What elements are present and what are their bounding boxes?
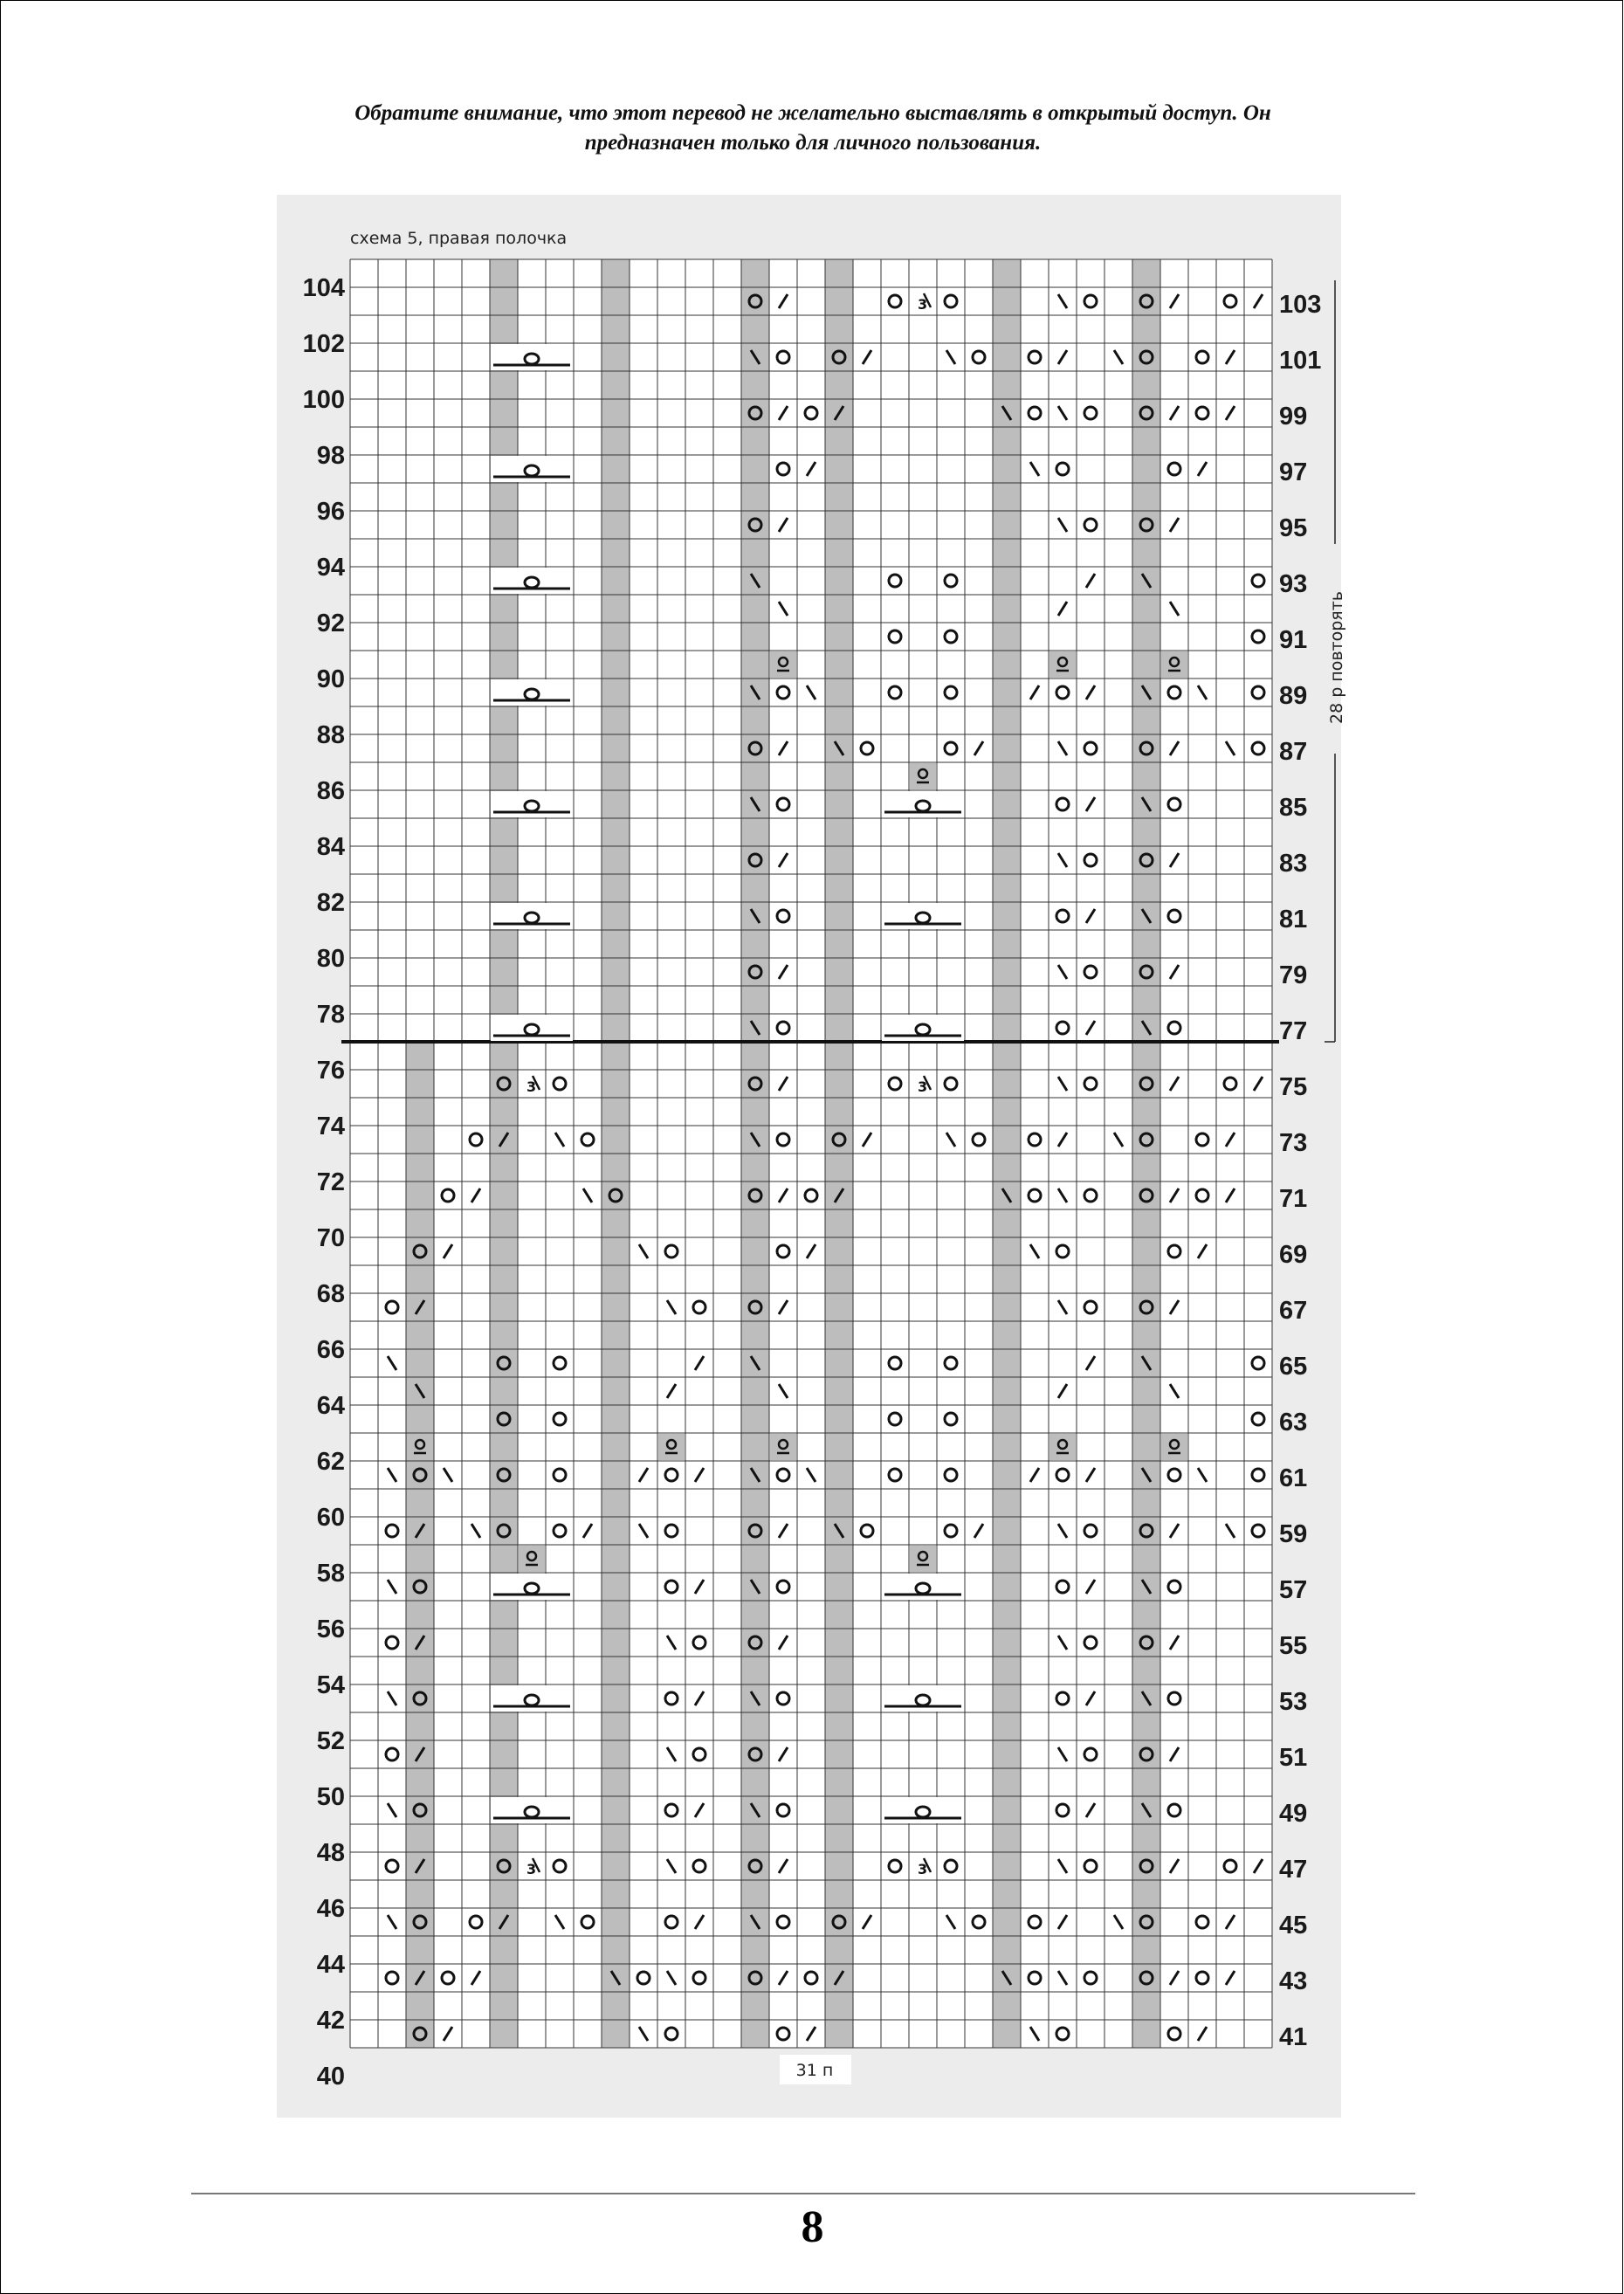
page-number: 8	[801, 2202, 824, 2252]
row-number-left: 86	[316, 777, 345, 805]
row-number-left: 44	[316, 1951, 345, 1979]
stitch-count-label: 31 п	[795, 2061, 834, 2080]
row-number-right: 77	[1279, 1017, 1308, 1045]
twisted-stitch-cell	[519, 1546, 545, 1572]
row-number-left: 84	[316, 833, 345, 861]
row-number-right: 91	[1279, 626, 1308, 654]
row-number-left: 58	[316, 1560, 345, 1588]
row-number-left: 76	[316, 1057, 345, 1085]
row-number-left: 88	[316, 721, 345, 749]
row-number-right: 89	[1279, 682, 1308, 710]
row-number-right: 73	[1279, 1129, 1308, 1157]
row-number-right: 65	[1279, 1353, 1308, 1381]
row-number-right: 61	[1279, 1464, 1308, 1492]
row-number-right: 67	[1279, 1297, 1308, 1325]
row-number-left: 56	[316, 1615, 345, 1643]
three-together-symbol: 3	[918, 296, 928, 313]
row-number-right: 93	[1279, 570, 1308, 598]
row-number-right: 63	[1279, 1409, 1308, 1436]
row-number-left: 80	[316, 945, 345, 973]
knitting-chart	[277, 195, 1346, 2118]
row-number-right: 95	[1279, 514, 1308, 542]
row-number-left: 60	[316, 1504, 345, 1532]
three-together-symbol: 3	[526, 1861, 537, 1877]
row-number-right: 87	[1279, 738, 1308, 766]
row-number-right: 55	[1279, 1632, 1308, 1660]
row-number-left: 42	[316, 2007, 345, 2035]
row-number-left: 74	[316, 1113, 345, 1140]
row-number-left: 50	[316, 1783, 345, 1811]
notice-line-1: Обратите внимание, что этот перевод не желательно выставлять в открытый доступ. Он	[354, 101, 1271, 125]
three-together-symbol: 3	[918, 1078, 928, 1095]
row-number-right: 97	[1279, 458, 1308, 486]
row-number-right: 41	[1279, 2023, 1308, 2051]
three-together-symbol: 3	[526, 1078, 537, 1095]
row-number-right: 51	[1279, 1744, 1308, 1772]
row-number-right: 103	[1279, 291, 1322, 319]
row-number-left: 94	[316, 554, 345, 582]
row-number-left: 100	[302, 386, 345, 414]
row-number-left: 90	[316, 665, 345, 693]
row-number-right: 83	[1279, 850, 1308, 878]
twisted-stitch-cell	[1161, 651, 1187, 678]
row-number-right: 75	[1279, 1073, 1308, 1101]
row-number-left: 102	[302, 330, 345, 358]
row-number-left: 48	[316, 1839, 345, 1867]
row-number-right: 79	[1279, 961, 1308, 989]
notice-line-2: предназначен только для личного пользования.	[584, 131, 1042, 155]
knitting-chart-panel	[277, 195, 1346, 2118]
row-number-right: 53	[1279, 1688, 1308, 1716]
row-number-left: 62	[316, 1448, 345, 1476]
row-number-right: 57	[1279, 1576, 1308, 1604]
row-number-left: 104	[302, 274, 345, 302]
repeat-label: 28 р повторять	[1327, 590, 1346, 725]
twisted-stitch-cell	[770, 651, 796, 678]
row-number-right: 59	[1279, 1520, 1308, 1548]
row-number-left: 68	[316, 1280, 345, 1308]
twisted-stitch-cell	[910, 763, 936, 789]
row-number-right: 85	[1279, 794, 1308, 822]
three-together-symbol: 3	[918, 1861, 928, 1877]
twisted-stitch-cell	[1049, 651, 1076, 678]
row-number-right: 71	[1279, 1185, 1308, 1213]
row-number-left: 92	[316, 610, 345, 637]
row-number-left: 82	[316, 889, 345, 917]
twisted-stitch-cell	[407, 1434, 433, 1460]
twisted-stitch-cell	[1049, 1434, 1076, 1460]
row-number-left: 40	[316, 2063, 345, 2091]
row-number-right: 49	[1279, 1800, 1308, 1828]
row-number-right: 81	[1279, 906, 1308, 933]
row-number-right: 69	[1279, 1241, 1308, 1269]
row-number-left: 70	[316, 1224, 345, 1252]
row-number-right: 99	[1279, 403, 1308, 431]
notice-text	[158, 99, 1468, 158]
row-number-left: 78	[316, 1001, 345, 1029]
chart-title: схема 5, правая полочка	[350, 229, 568, 248]
twisted-stitch-cell	[1161, 1434, 1187, 1460]
twisted-stitch-cell	[658, 1434, 685, 1460]
twisted-stitch-cell	[770, 1434, 796, 1460]
row-number-left: 52	[316, 1727, 345, 1755]
row-number-right: 47	[1279, 1856, 1308, 1884]
row-number-left: 46	[316, 1895, 345, 1923]
twisted-stitch-cell	[910, 1546, 936, 1572]
row-number-left: 96	[316, 498, 345, 526]
row-number-left: 66	[316, 1336, 345, 1364]
row-number-right: 43	[1279, 1967, 1308, 1995]
row-number-left: 64	[316, 1392, 345, 1420]
row-number-left: 98	[316, 442, 345, 470]
row-number-left: 54	[316, 1671, 345, 1699]
row-number-right: 101	[1279, 347, 1322, 375]
row-number-left: 72	[316, 1168, 345, 1196]
row-number-right: 45	[1279, 1912, 1308, 1939]
